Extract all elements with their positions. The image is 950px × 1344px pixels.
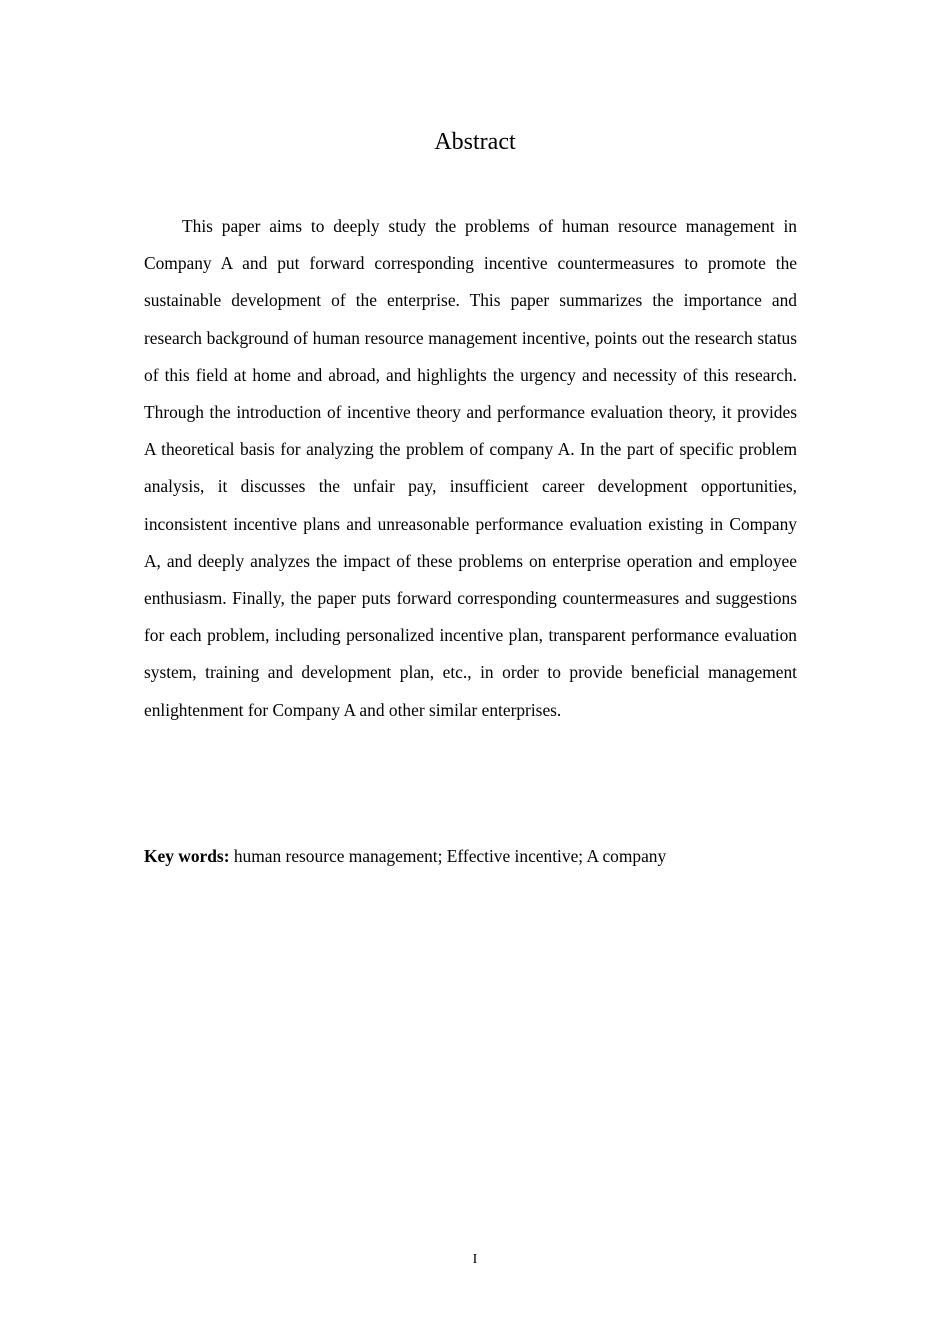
keywords-label: Key words: [144, 846, 230, 866]
keywords-line [144, 840, 797, 872]
page-title: Abstract [434, 129, 516, 155]
abstract-paragraph: This paper aims to deeply study the problems of human resource management in Company A and put forward corresponding incentive countermeasures to promote the sustainable development of the enterprise. This paper summarizes the importance and research background of human resource management incentive, points out the research status of this field at home and abroad, and highlights the urgency and necessity of this research. Through the introduction of incentive theory and performance evaluation theory, it provides A theoretical basis for analyzing the problem of company A. In the part of specific problem analysis, it discusses the unfair pay, insufficient career development opportunities, inconsistent incentive plans and unreasonable performance evaluation existing in Company A, and deeply analyzes the impact of these problems on enterprise operation and employee enthusiasm. Finally, the paper puts forward corresponding countermeasures and suggestions for each problem, including personalized incentive plan, transparent performance evaluation system, training and development plan, etc., in order to provide beneficial management enlightenment for Company A and other similar enterprises. [144, 216, 797, 720]
page-number: I [472, 1252, 478, 1267]
keywords-text: human resource management; Effective incentive; A company [229, 846, 667, 866]
